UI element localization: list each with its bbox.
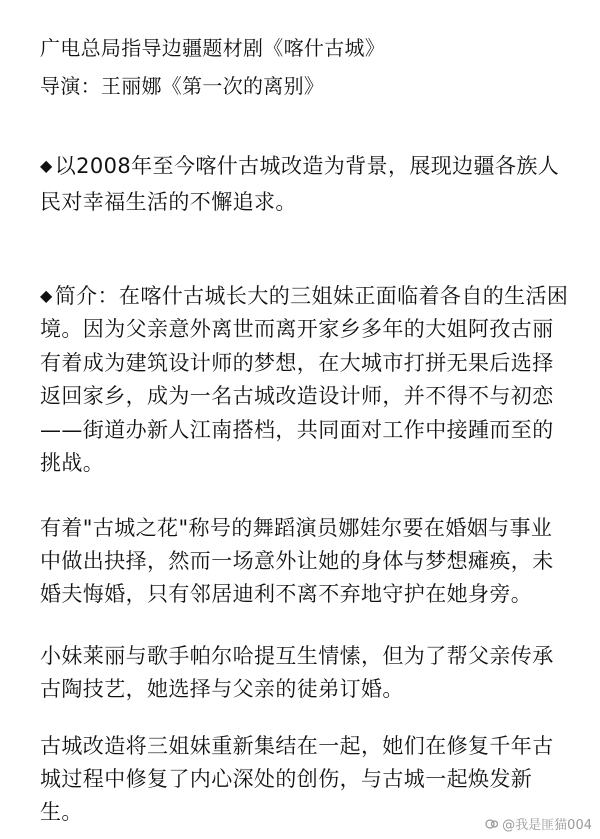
section-background-text: 以2008年至今喀什古城改造为背景，展现边疆各族人民对幸福生活的不懈追求。	[40, 154, 560, 214]
header	[40, 29, 580, 105]
header-line-director: 导演：王丽娜《第一次的离别》	[40, 74, 325, 98]
section-synopsis	[40, 279, 570, 480]
header-line-title: 广电总局指导边疆题材剧《喀什古城》	[40, 36, 386, 60]
paragraph-second-sister: 有着"古城之花"称号的舞蹈演员娜娃尔要在婚姻与事业中做出抉择，然而一场意外让她的身体与梦想瘫痪，未婚夫悔婚，只有邻居迪利不离不弃地守护在她身旁。	[40, 516, 554, 606]
paragraph-ending: 古城改造将三姐妹重新集结在一起，她们在修复千年古城过程中修复了内心深处的创伤，与古城一起焕发新生。	[40, 734, 554, 824]
watermark-logo-icon	[485, 817, 499, 831]
paragraph-third-sister: 小妹莱丽与歌手帕尔哈提互生情愫，但为了帮父亲传承古陶技艺，她选择与父亲的徒弟订婚。	[40, 644, 554, 701]
section-background	[40, 148, 570, 220]
watermark-text: @我是匪猫004	[502, 818, 592, 833]
diamond-bullet-icon: ◆	[40, 156, 53, 175]
watermark	[485, 814, 592, 833]
section-synopsis-text: 简介：在喀什古城长大的三姐妹正面临着各自的生活困境。因为父亲意外离世而离开家乡多年的大姐阿孜古丽有着成为建筑设计师的梦想，在大城市打拼无果后选择返回家乡，成为一名古城改造设计师，并不得不与初恋——街道办新人江南搭档，共同面对工作中接踵而至的挑战。	[40, 284, 569, 476]
diamond-bullet-icon: ◆	[40, 286, 53, 305]
